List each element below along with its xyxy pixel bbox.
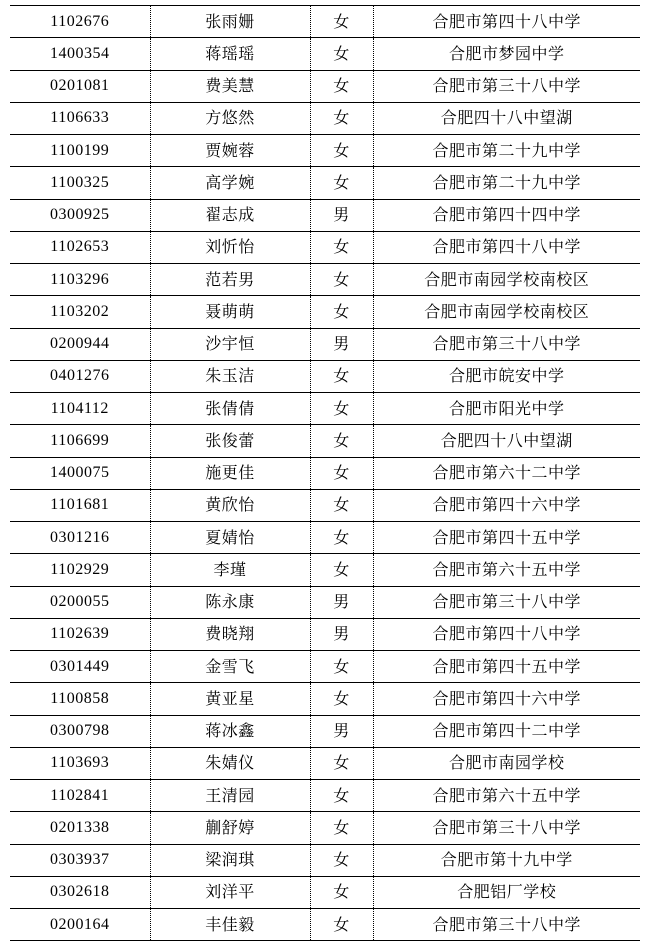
school-cell: 合肥市第四十八中学 [373, 231, 640, 263]
gender-cell: 女 [310, 135, 373, 167]
gender-cell: 女 [310, 909, 373, 941]
table-row [10, 812, 640, 844]
school-cell: 合肥市第四十八中学 [373, 618, 640, 650]
table-row [10, 264, 640, 296]
school-cell: 合肥市第四十六中学 [373, 683, 640, 715]
student-id-cell: 0200055 [10, 586, 150, 618]
student-name-cell: 丰佳毅 [150, 909, 310, 941]
student-id-cell: 1104112 [10, 393, 150, 425]
gender-cell: 男 [310, 715, 373, 747]
student-id-cell: 1400354 [10, 38, 150, 70]
gender-cell: 女 [310, 554, 373, 586]
student-id-cell: 1103693 [10, 747, 150, 779]
student-name-cell: 梁润琪 [150, 844, 310, 876]
school-cell: 合肥市第三十八中学 [373, 812, 640, 844]
gender-cell: 女 [310, 102, 373, 134]
school-cell: 合肥市第四十五中学 [373, 651, 640, 683]
table-row [10, 457, 640, 489]
table-row [10, 522, 640, 554]
gender-cell: 女 [310, 780, 373, 812]
student-id-cell: 0300925 [10, 199, 150, 231]
table-row [10, 328, 640, 360]
student-name-cell: 李瑾 [150, 554, 310, 586]
table-row [10, 747, 640, 779]
gender-cell: 女 [310, 683, 373, 715]
gender-cell: 女 [310, 70, 373, 102]
student-name-cell: 范若男 [150, 264, 310, 296]
table-row [10, 554, 640, 586]
table-row [10, 909, 640, 941]
gender-cell: 女 [310, 360, 373, 392]
student-id-cell: 0200944 [10, 328, 150, 360]
student-id-cell: 0201338 [10, 812, 150, 844]
table-row [10, 425, 640, 457]
student-name-cell: 张倩倩 [150, 393, 310, 425]
school-cell: 合肥市第四十五中学 [373, 522, 640, 554]
student-id-cell: 0303937 [10, 844, 150, 876]
table-row [10, 683, 640, 715]
student-name-cell: 金雪飞 [150, 651, 310, 683]
student-name-cell: 刘忻怡 [150, 231, 310, 263]
student-id-cell: 1100325 [10, 167, 150, 199]
student-name-cell: 刘洋平 [150, 876, 310, 908]
school-cell: 合肥市第十九中学 [373, 844, 640, 876]
school-cell: 合肥市第三十八中学 [373, 70, 640, 102]
student-id-cell: 0301449 [10, 651, 150, 683]
gender-cell: 男 [310, 586, 373, 618]
table-row [10, 38, 640, 70]
gender-cell: 女 [310, 296, 373, 328]
school-cell: 合肥市第二十九中学 [373, 135, 640, 167]
gender-cell: 男 [310, 618, 373, 650]
student-name-cell: 陈永康 [150, 586, 310, 618]
student-name-cell: 朱婧仪 [150, 747, 310, 779]
table-row [10, 296, 640, 328]
gender-cell: 女 [310, 747, 373, 779]
school-cell: 合肥四十八中望湖 [373, 102, 640, 134]
school-cell: 合肥市第六十五中学 [373, 780, 640, 812]
school-cell: 合肥市第二十九中学 [373, 167, 640, 199]
table-row [10, 360, 640, 392]
student-name-cell: 方悠然 [150, 102, 310, 134]
gender-cell: 女 [310, 6, 373, 38]
school-cell: 合肥市南园学校南校区 [373, 296, 640, 328]
student-name-cell: 蒯舒婷 [150, 812, 310, 844]
table-row [10, 489, 640, 521]
school-cell: 合肥市阳光中学 [373, 393, 640, 425]
gender-cell: 女 [310, 264, 373, 296]
student-id-cell: 1101681 [10, 489, 150, 521]
table-row [10, 844, 640, 876]
table-row [10, 199, 640, 231]
gender-cell: 女 [310, 876, 373, 908]
school-cell: 合肥市第六十五中学 [373, 554, 640, 586]
school-cell: 合肥市南园学校 [373, 747, 640, 779]
student-name-cell: 翟志成 [150, 199, 310, 231]
student-name-cell: 贾婉蓉 [150, 135, 310, 167]
student-id-cell: 0301216 [10, 522, 150, 554]
table-row [10, 876, 640, 908]
student-id-cell: 1100199 [10, 135, 150, 167]
table-row [10, 618, 640, 650]
gender-cell: 女 [310, 38, 373, 70]
student-id-cell: 1103202 [10, 296, 150, 328]
student-roster-table [10, 5, 640, 941]
student-name-cell: 聂萌萌 [150, 296, 310, 328]
student-id-cell: 0201081 [10, 70, 150, 102]
student-id-cell: 1106699 [10, 425, 150, 457]
student-name-cell: 黄欣怡 [150, 489, 310, 521]
student-id-cell: 1102841 [10, 780, 150, 812]
table-row [10, 167, 640, 199]
table-row [10, 6, 640, 38]
student-name-cell: 蒋冰鑫 [150, 715, 310, 747]
student-id-cell: 0401276 [10, 360, 150, 392]
gender-cell: 女 [310, 812, 373, 844]
student-name-cell: 黄亚星 [150, 683, 310, 715]
table-row [10, 715, 640, 747]
table-row [10, 586, 640, 618]
student-id-cell: 1103296 [10, 264, 150, 296]
roster-body [10, 6, 640, 941]
student-id-cell: 1102653 [10, 231, 150, 263]
gender-cell: 女 [310, 425, 373, 457]
gender-cell: 女 [310, 489, 373, 521]
student-name-cell: 费晓翔 [150, 618, 310, 650]
school-cell: 合肥铝厂学校 [373, 876, 640, 908]
school-cell: 合肥市第三十八中学 [373, 909, 640, 941]
school-cell: 合肥四十八中望湖 [373, 425, 640, 457]
school-cell: 合肥市梦园中学 [373, 38, 640, 70]
student-name-cell: 费美慧 [150, 70, 310, 102]
gender-cell: 女 [310, 167, 373, 199]
student-name-cell: 夏婧怡 [150, 522, 310, 554]
student-name-cell: 张俊蕾 [150, 425, 310, 457]
gender-cell: 女 [310, 393, 373, 425]
school-cell: 合肥市第四十八中学 [373, 6, 640, 38]
gender-cell: 女 [310, 231, 373, 263]
student-id-cell: 1106633 [10, 102, 150, 134]
student-id-cell: 0300798 [10, 715, 150, 747]
table-row [10, 231, 640, 263]
table-row [10, 393, 640, 425]
gender-cell: 女 [310, 844, 373, 876]
student-id-cell: 1102676 [10, 6, 150, 38]
student-id-cell: 1100858 [10, 683, 150, 715]
school-cell: 合肥市第四十六中学 [373, 489, 640, 521]
school-cell: 合肥市第六十二中学 [373, 457, 640, 489]
table-row [10, 780, 640, 812]
table-row [10, 102, 640, 134]
school-cell: 合肥市第三十八中学 [373, 586, 640, 618]
table-row [10, 135, 640, 167]
student-id-cell: 1400075 [10, 457, 150, 489]
gender-cell: 男 [310, 199, 373, 231]
school-cell: 合肥市皖安中学 [373, 360, 640, 392]
student-name-cell: 蒋瑶瑶 [150, 38, 310, 70]
school-cell: 合肥市南园学校南校区 [373, 264, 640, 296]
gender-cell: 女 [310, 651, 373, 683]
student-name-cell: 高学婉 [150, 167, 310, 199]
student-name-cell: 朱玉洁 [150, 360, 310, 392]
student-id-cell: 0200164 [10, 909, 150, 941]
student-id-cell: 1102639 [10, 618, 150, 650]
school-cell: 合肥市第四十二中学 [373, 715, 640, 747]
student-name-cell: 王清园 [150, 780, 310, 812]
school-cell: 合肥市第四十四中学 [373, 199, 640, 231]
student-name-cell: 张雨姗 [150, 6, 310, 38]
student-id-cell: 0302618 [10, 876, 150, 908]
gender-cell: 女 [310, 522, 373, 554]
school-cell: 合肥市第三十八中学 [373, 328, 640, 360]
student-name-cell: 施更佳 [150, 457, 310, 489]
student-name-cell: 沙宇恒 [150, 328, 310, 360]
gender-cell: 男 [310, 328, 373, 360]
table-row [10, 651, 640, 683]
gender-cell: 女 [310, 457, 373, 489]
student-id-cell: 1102929 [10, 554, 150, 586]
table-row [10, 70, 640, 102]
